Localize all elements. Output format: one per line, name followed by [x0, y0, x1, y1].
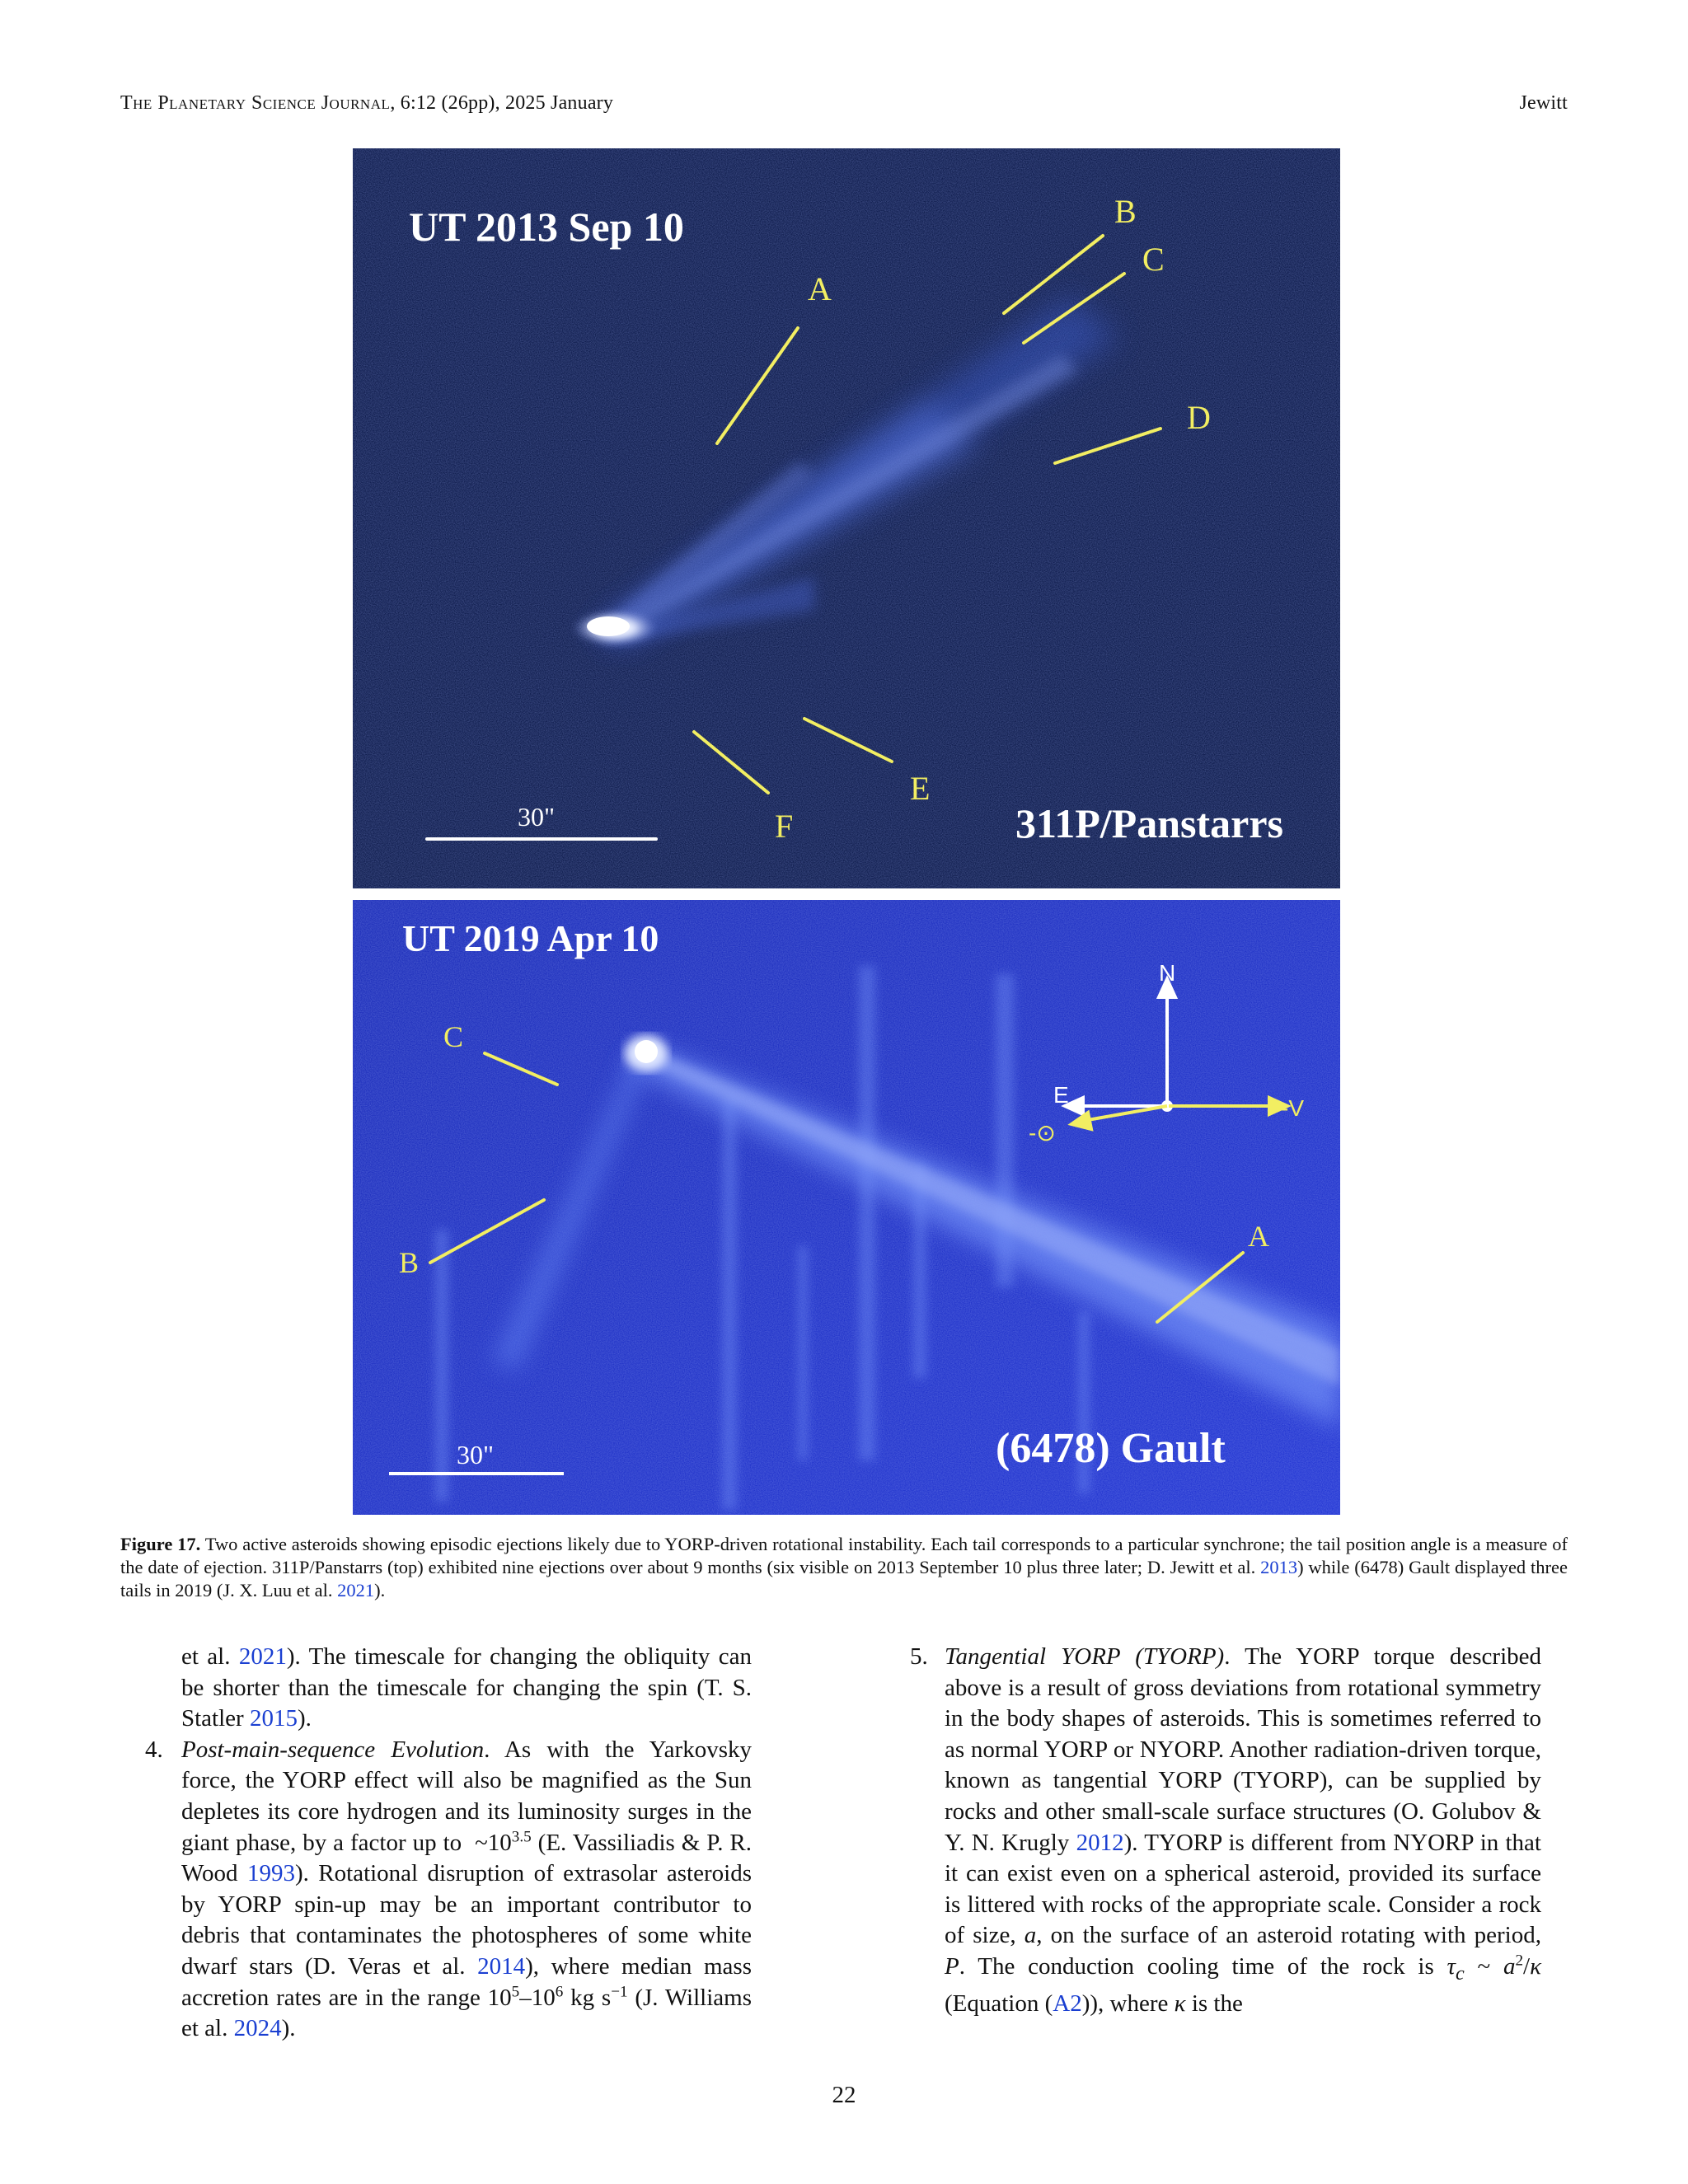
ref-link-golubov-2012[interactable]: 2012: [1076, 1829, 1124, 1856]
caption-text-2: ) while (6478) Gault displayed three tails in 2019 (J. X. Luu et al.: [120, 1557, 1568, 1601]
math-var: τ: [1447, 1952, 1456, 1980]
tail-label-d: D: [1187, 399, 1211, 436]
body-text: , on the surface of an asteroid rotating with period,: [1036, 1922, 1541, 1949]
item-title: Post-main-sequence Evolution: [181, 1736, 485, 1763]
right-column: [910, 1642, 1541, 2020]
body-text: (Equation (: [945, 1990, 1053, 2018]
body-text: –10: [519, 1984, 556, 2011]
ref-link-vassiliadis-1993[interactable]: 1993: [246, 1860, 295, 1887]
left-column: [120, 1642, 752, 2045]
math-var: a: [1503, 1952, 1516, 1980]
tail-label-c: C: [443, 1020, 464, 1053]
tail-label-a: A: [808, 270, 832, 307]
ref-link-williams-2024[interactable]: 2024: [233, 2015, 282, 2042]
date-label: UT 2019 Apr 10: [402, 917, 659, 959]
body-text: ~: [1464, 1952, 1503, 1980]
body-text: et al.: [181, 1643, 239, 1670]
tail-label-c: C: [1142, 241, 1165, 278]
journal-citation: [120, 92, 613, 115]
item-title: Tangential YORP (TYORP): [945, 1643, 1225, 1670]
exponent: 3.5: [511, 1827, 532, 1845]
compass-east-label: E: [1053, 1082, 1069, 1108]
date-label: UT 2013 Sep 10: [409, 204, 684, 250]
math-var: P: [945, 1952, 959, 1980]
body-text: ). Rotational disruption of extrasolar asteroids by YORP spin-up may be an important contributor to debris that contaminates the photospheres of some white dwarf stars (D. Veras et al.: [181, 1860, 752, 1980]
math-subscript: c: [1455, 1961, 1465, 1985]
tail-label-a: A: [1248, 1220, 1269, 1253]
tail-label-b: B: [399, 1246, 420, 1279]
page-number: 22: [832, 2082, 856, 2108]
running-author: Jewitt: [1519, 92, 1568, 114]
body-text: . As with the Yarkovsky force, the YORP effect will also be magnified as the Sun depletes its core hydrogen and its luminosity surges in the giant phase, by a factor up to ~10: [181, 1736, 752, 1856]
figure-label: Figure 17.: [120, 1534, 201, 1554]
body-text: (J. Williams et al.: [181, 1984, 752, 2042]
caption-text-3: ).: [374, 1580, 386, 1601]
figure-caption: [120, 1533, 1568, 1602]
caption-text-1: Two active asteroids showing episodic ejections likely due to YORP-driven rotational instability. Each tail corresponds to a particular synchrone; the tail position angle is a measure of the date of ejection. 311P/Panstarrs (top) exhibited nine ejections over about 9 months (six visible on 2013 September 10 plus three later; D. Jewitt et al.: [120, 1534, 1568, 1577]
compass-velocity-label: -V: [1281, 1095, 1304, 1121]
compass-sun-label: -⊙: [1029, 1120, 1056, 1146]
journal-name: The Planetary Science Journal: [120, 92, 391, 114]
object-label: (6478) Gault: [996, 1425, 1226, 1472]
body-text: ).: [297, 1705, 312, 1732]
list-item-number: 5.: [910, 1643, 928, 1670]
ref-link-veras-2014[interactable]: 2014: [477, 1952, 526, 1980]
object-label: 311P/Panstarrs: [1015, 800, 1283, 846]
body-text: ). TYORP is different from NYORP in that it can exist even on a spherical asteroid, provided its surface is littered with rocks of the appropriate scale. Consider a rock of size,: [945, 1829, 1541, 1949]
caption-ref-luu-2021[interactable]: 2021: [337, 1580, 375, 1601]
body-text: is the: [1185, 1990, 1243, 2018]
body-text: . The YORP torque described above is a result of gross deviations from rotational symmetry in the body shapes of asteroids. This is sometimes referred to as normal YORP or NYORP. Another radiation-driven torque, known as tangential YORP (TYORP), can be supplied by rocks and other small-scale surface structures (O. Golubov & Y. N. Krugly: [945, 1643, 1541, 1856]
math-var: a: [1024, 1922, 1037, 1949]
list-item-3-continuation: [120, 1642, 752, 1735]
scale-label: 30": [518, 802, 556, 832]
tail-label-b: B: [1114, 193, 1137, 230]
list-item-4: [120, 1735, 752, 2045]
ref-link-statler-2015[interactable]: 2015: [249, 1705, 298, 1732]
body-text: ).: [281, 2015, 296, 2042]
body-text: )), where: [1081, 1990, 1175, 2018]
body-text: ). The timescale for changing the obliquity can be shorter than the timescale for changing the spin (T. S. Statler: [181, 1643, 752, 1732]
compass-north-label: N: [1159, 960, 1176, 986]
ref-link-2021[interactable]: 2021: [238, 1643, 287, 1670]
list-item-5: [910, 1642, 1541, 2020]
body-text: kg s: [563, 1984, 612, 2011]
math-var: κ: [1174, 1990, 1186, 2018]
scale-label: 30": [457, 1440, 495, 1469]
math-var: κ: [1530, 1952, 1541, 1980]
311p-image: [353, 148, 1340, 888]
journal-volume: , 6:12 (26pp), 2025 January: [390, 92, 614, 114]
body-text: (E. Vassiliadis & P. R. Wood: [181, 1829, 753, 1887]
gault-image: [353, 900, 1340, 1515]
exponent: −1: [611, 1982, 628, 2000]
tail-label-e: E: [910, 770, 931, 807]
running-header: [120, 92, 1568, 125]
body-text: /: [1523, 1952, 1531, 1980]
tail-label-f: F: [775, 808, 794, 845]
list-item-number: 4.: [145, 1736, 163, 1763]
body-text: ), where median mass accretion rates are in the range 10: [181, 1952, 752, 2011]
equation-link-a2[interactable]: A2: [1053, 1990, 1082, 2018]
figure-panel-311p: [353, 148, 1340, 888]
list-item-body: [945, 1642, 1541, 2020]
figure-panel-gault: [353, 900, 1340, 1515]
exponent: 5: [511, 1982, 520, 2000]
exponent: 6: [555, 1982, 564, 2000]
caption-ref-jewitt-2013[interactable]: 2013: [1260, 1557, 1298, 1577]
body-text: . The conduction cooling time of the rock is: [959, 1952, 1447, 1980]
list-item-body: [181, 1735, 752, 2045]
exponent: 2: [1515, 1952, 1524, 1970]
